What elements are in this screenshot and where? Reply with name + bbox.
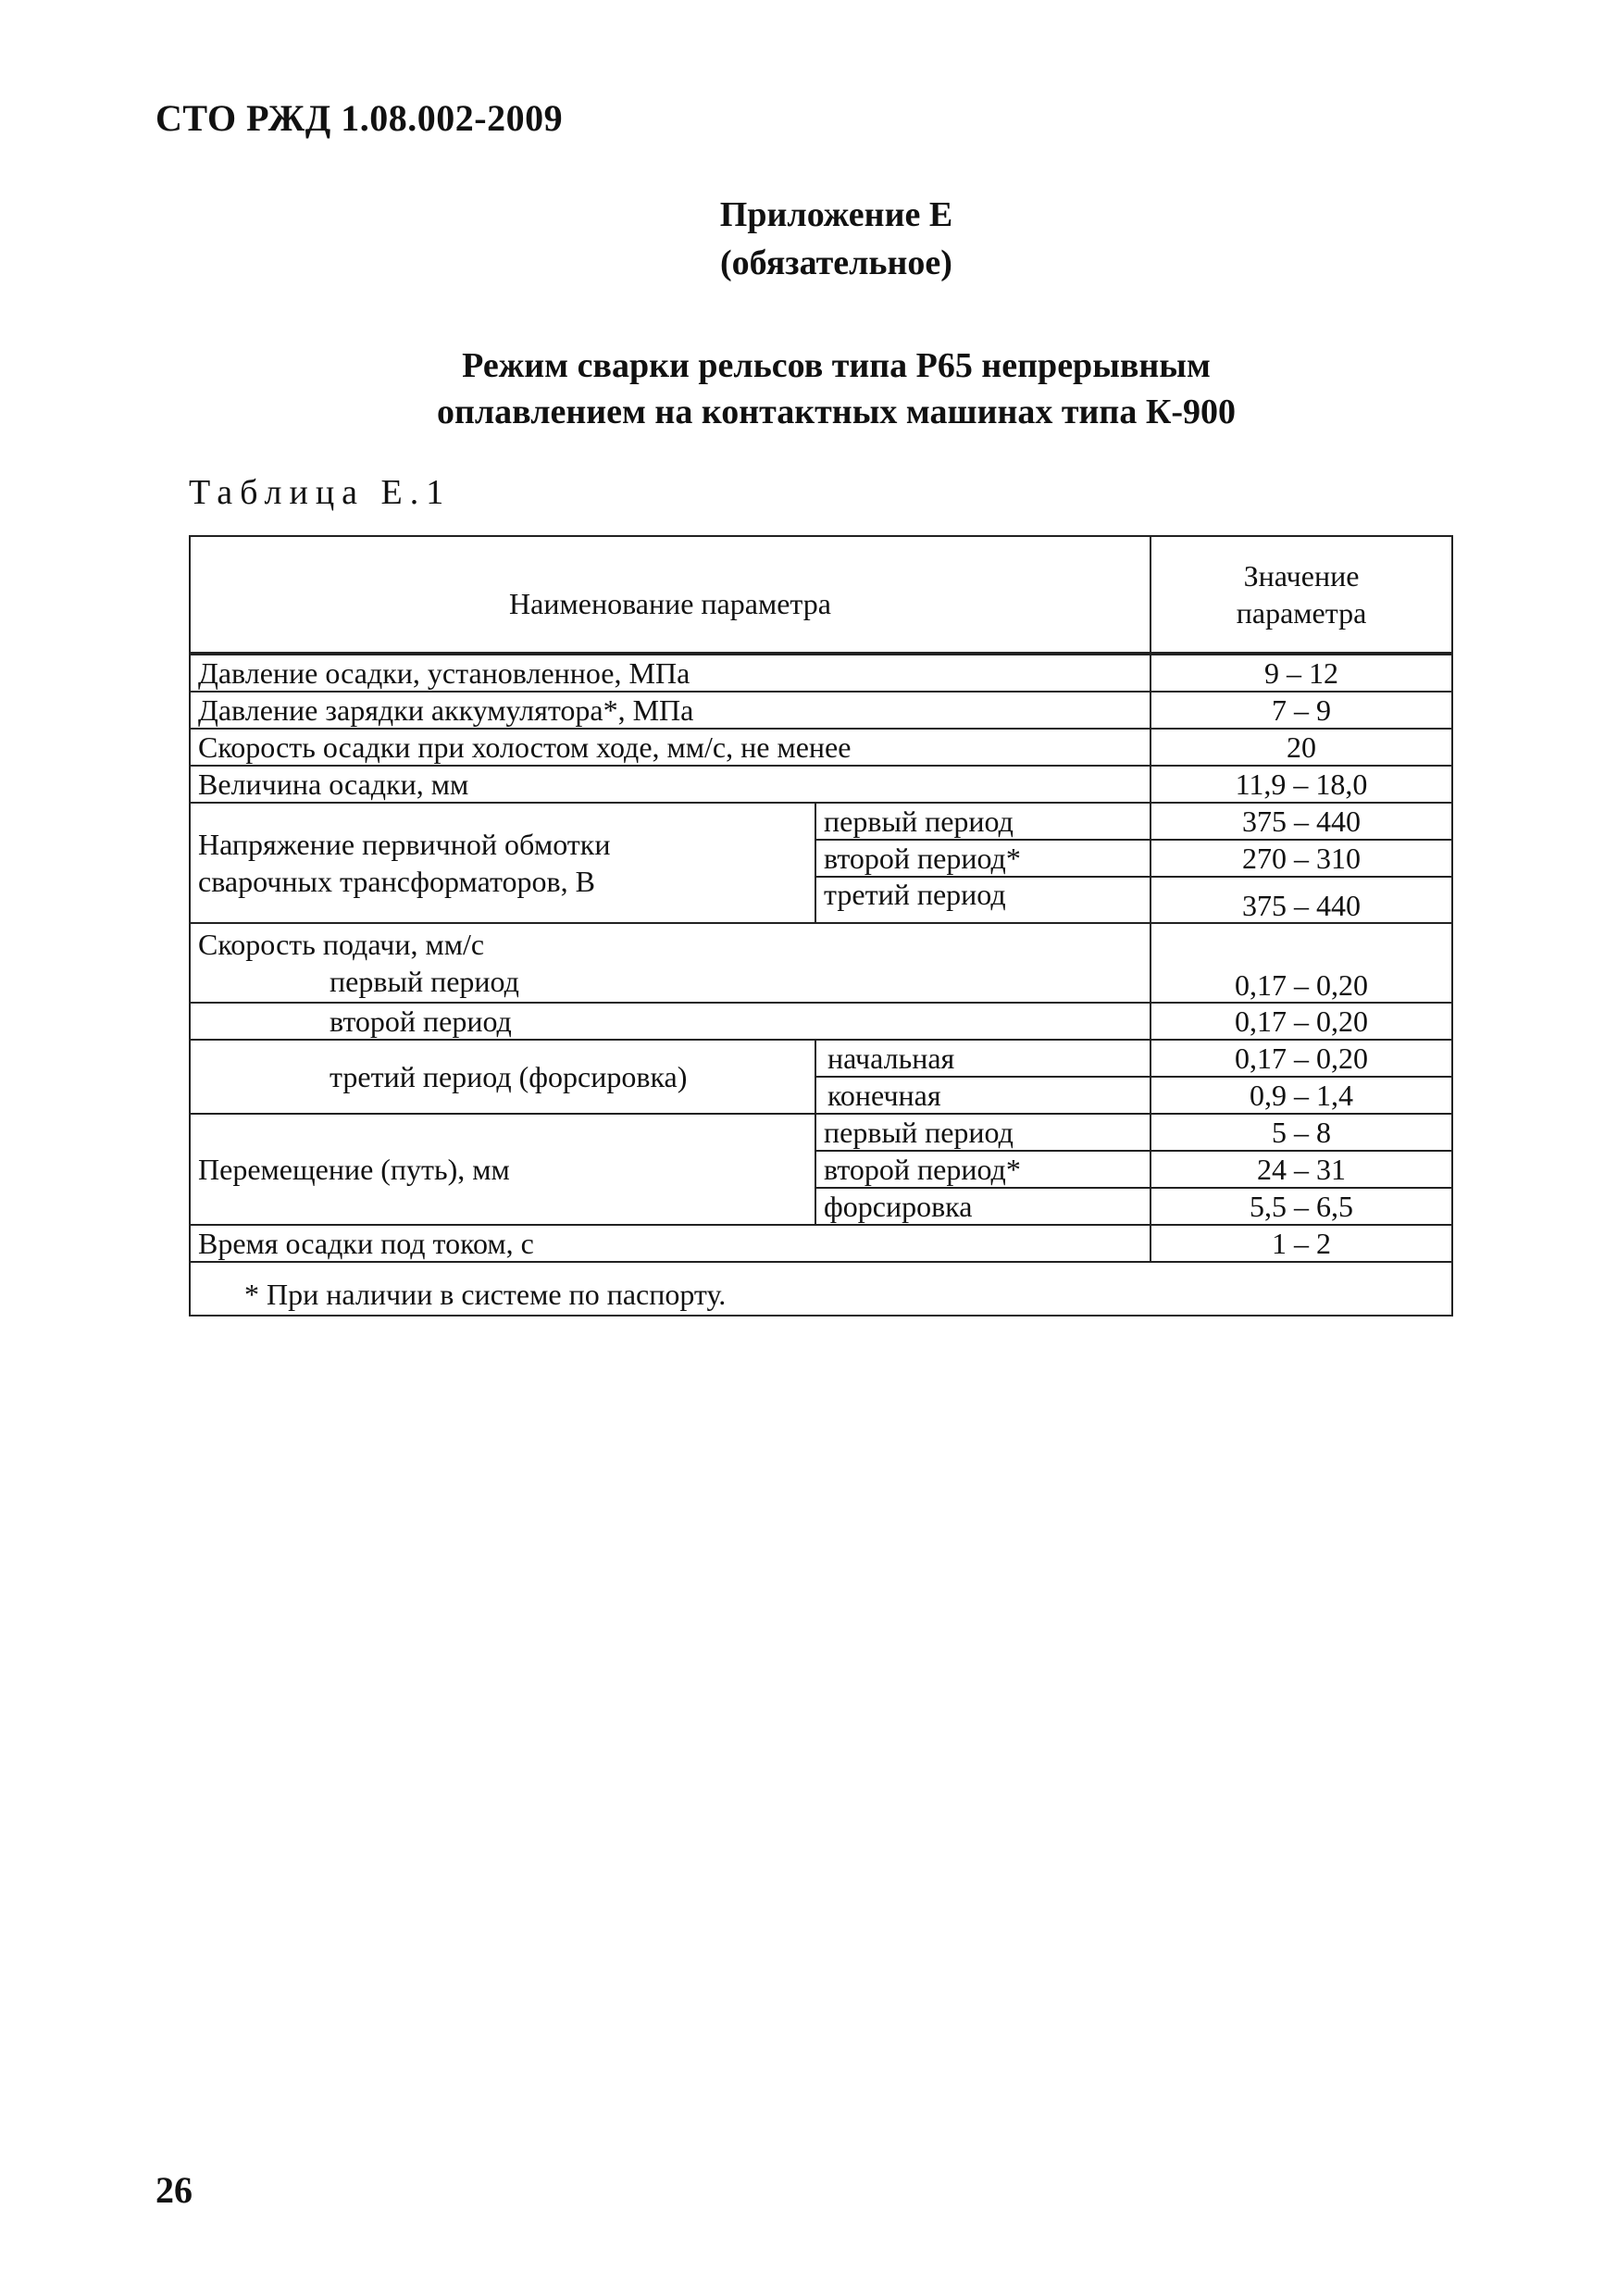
table-row: [190, 1003, 1452, 1040]
row-value: 11,9 – 18,0: [1151, 766, 1452, 803]
appendix-title: Приложение Е: [719, 195, 953, 234]
sub-label: первый период: [815, 803, 1151, 840]
sub-label: второй период: [190, 1003, 1151, 1040]
header-param-name: [190, 536, 1151, 654]
page-number: 26: [155, 2169, 193, 2211]
header-param-value-line2: параметра: [1236, 596, 1367, 630]
sub-label: форсировка: [815, 1188, 1151, 1225]
sub-label: второй период*: [815, 1151, 1151, 1188]
sub-label: второй период*: [815, 840, 1151, 877]
table-row: [190, 1114, 1452, 1151]
row-value: 1 – 2: [1151, 1225, 1452, 1262]
row-value: 20: [1151, 729, 1452, 766]
row-value: 9 – 12: [1151, 654, 1452, 692]
row-value: 0,9 – 1,4: [1151, 1077, 1452, 1114]
row-label: Величина осадки, мм: [190, 766, 1151, 803]
row-value: 375 – 440: [1151, 877, 1452, 923]
sub-label: начальная: [815, 1040, 1151, 1077]
appendix-heading: [0, 191, 1617, 287]
row-label: Давление зарядки аккумулятора*, МПа: [190, 692, 1151, 729]
document-title: [0, 343, 1617, 435]
table-row: [190, 729, 1452, 766]
table-row: [190, 803, 1452, 840]
row-label: Скорость осадки при холостом ходе, мм/с, не менее: [190, 729, 1151, 766]
sub-label: конечная: [815, 1077, 1151, 1114]
footnote-row: [190, 1262, 1452, 1316]
voltage-label-line1: Напряжение первичной обмотки: [198, 828, 611, 861]
row-value: 7 – 9: [1151, 692, 1452, 729]
title-line-2: оплавлением на контактных машинах типа К-900: [436, 393, 1237, 431]
voltage-label: [190, 803, 815, 923]
row-value: 5,5 – 6,5: [1151, 1188, 1452, 1225]
row-value: 5 – 8: [1151, 1114, 1452, 1151]
row-label: Время осадки под током, с: [190, 1225, 1151, 1262]
row-value: 0,17 – 0,20: [1151, 1003, 1452, 1040]
feed-speed-first-label: первый период: [330, 965, 519, 998]
row-label: Давление осадки, установленное, МПа: [190, 654, 1151, 692]
row-value: 0,17 – 0,20: [1151, 1040, 1452, 1077]
table-header-row: [190, 536, 1452, 654]
header-param-value-line1: Значение: [1243, 559, 1360, 593]
row-value: 24 – 31: [1151, 1151, 1452, 1188]
feed-speed-title: Скорость подачи, мм/с: [198, 928, 485, 961]
sub-label: первый период: [815, 1114, 1151, 1151]
table-row: [190, 1040, 1452, 1077]
header-param-name-text: Наименование параметра: [509, 587, 831, 620]
appendix-status: (обязательное): [720, 243, 952, 282]
table-caption: Таблица Е.1: [189, 473, 452, 512]
row-value: 0,17 – 0,20: [1151, 923, 1452, 1003]
table-footnote: * При наличии в системе по паспорту.: [190, 1262, 1452, 1316]
title-line-1: Режим сварки рельсов типа Р65 непрерывным: [462, 346, 1211, 385]
displacement-label: Перемещение (путь), мм: [190, 1114, 815, 1225]
table-row: [190, 923, 1452, 1003]
feed-speed-label: [190, 923, 1151, 1003]
row-value: 375 – 440: [1151, 803, 1452, 840]
header-param-value: [1151, 536, 1452, 654]
table-row: [190, 766, 1452, 803]
document-code: СТО РЖД 1.08.002-2009: [155, 97, 564, 139]
voltage-label-line2: сварочных трансформаторов, В: [198, 865, 595, 898]
sub-label: третий период: [815, 877, 1151, 923]
table-row: [190, 654, 1452, 692]
row-value: 270 – 310: [1151, 840, 1452, 877]
parameters-table: [189, 535, 1453, 1316]
sub-label: третий период (форсировка): [190, 1040, 815, 1114]
table-row: [190, 1225, 1452, 1262]
table-row: [190, 692, 1452, 729]
